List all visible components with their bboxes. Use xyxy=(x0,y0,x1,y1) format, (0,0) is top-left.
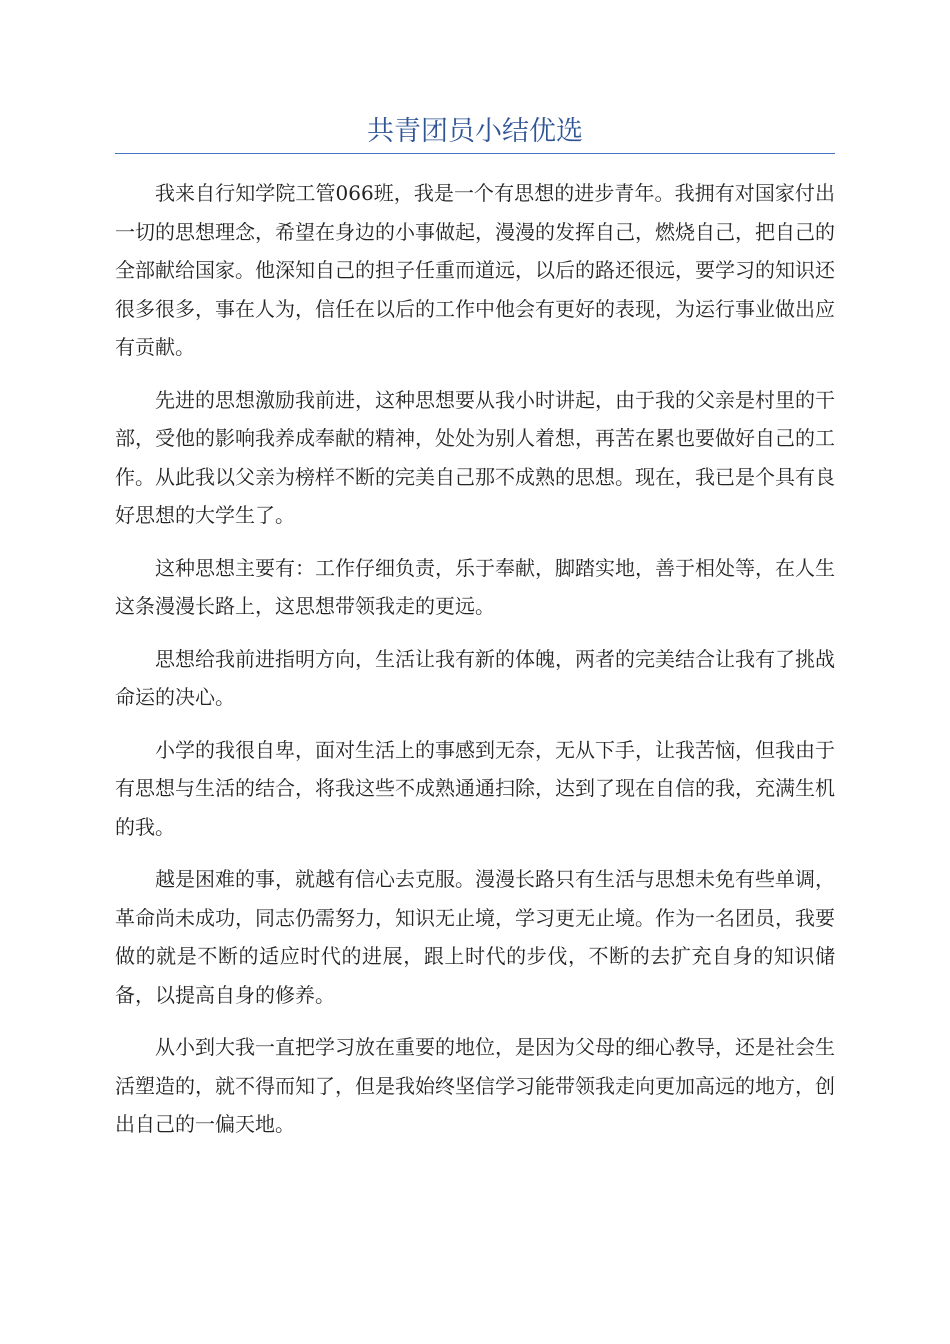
document-title: 共青团员小结优选 xyxy=(367,116,583,147)
paragraph-3: 这种思想主要有：工作仔细负责，乐于奉献，脚踏实地，善于相处等，在人生这条漫漫长路上，这思想带领我走的更远。 xyxy=(115,555,835,618)
paragraph-4: 思想给我前进指明方向，生活让我有新的体魄，两者的完美结合让我有了挑战命运的决心。 xyxy=(115,646,835,709)
document-body xyxy=(115,174,835,1158)
title-underline xyxy=(115,153,835,154)
paragraph-2: 先进的思想激励我前进，这种思想要从我小时讲起，由于我的父亲是村里的干部，受他的影响我养成奉献的精神，处处为别人着想，再苦在累也要做好自己的工作。从此我以父亲为榜样不断的完美自己那不成熟的思想。现在，我已是个具有良好思想的大学生了。 xyxy=(115,387,835,527)
paragraph-7: 从小到大我一直把学习放在重要的地位，是因为父母的细心教导，还是社会生活塑造的，就不得而知了，但是我始终坚信学习能带领我走向更加高远的地方，创出自己的一偏天地。 xyxy=(115,1035,835,1136)
paragraph-1: 我来自行知学院工管066班，我是一个有思想的进步青年。我拥有对国家付出一切的思想理念，希望在身边的小事做起，漫漫的发挥自己，燃烧自己，把自己的全部献给国家。他深知自己的担子任重而道远，以后的路还很远，要学习的知识还很多很多，事在人为，信任在以后的工作中他会有更好的表现，为运行事业做出应有贡献。 xyxy=(115,181,835,359)
paragraph-6: 越是困难的事，就越有信心去克服。漫漫长路只有生活与思想未免有些单调，革命尚未成功，同志仍需努力，知识无止境，学习更无止境。作为一名团员，我要做的就是不断的适应时代的进展，跟上时代的步伐，不断的去扩充自身的知识储备，以提高自身的修养。 xyxy=(115,867,835,1007)
paragraph-5: 小学的我很自卑，面对生活上的事感到无奈，无从下手，让我苦恼，但我由于有思想与生活的结合，将我这些不成熟通通扫除，达到了现在自信的我，充满生机的我。 xyxy=(115,737,835,839)
